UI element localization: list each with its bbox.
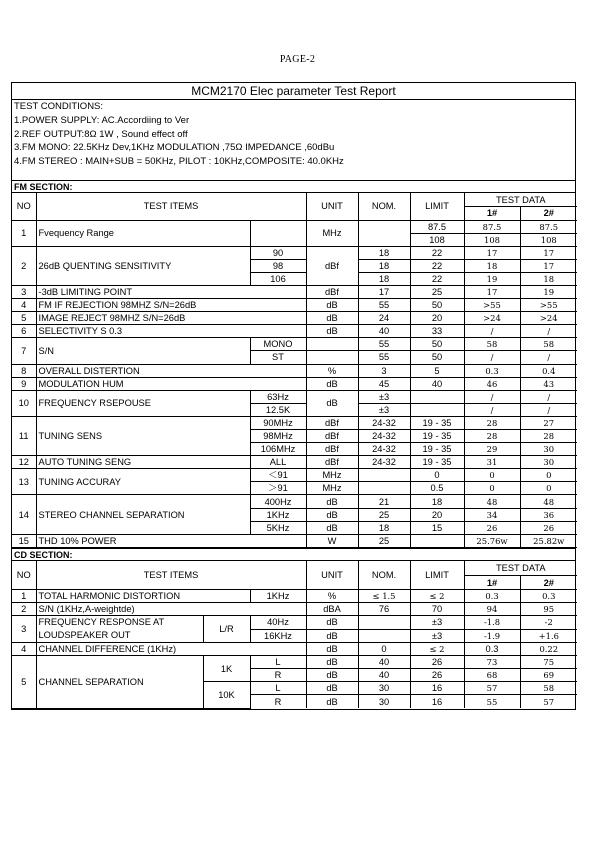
row-data-2: 36: [520, 508, 577, 521]
row-channel: L: [250, 682, 306, 695]
row-no: 13: [12, 469, 36, 495]
row-limit: 16: [410, 695, 464, 708]
row-data-1: 17: [464, 285, 520, 298]
col-data-1: 1#: [464, 207, 520, 221]
row-limit: 16: [410, 682, 464, 695]
row-item: CHANNEL DIFFERENCE (1KHz): [36, 643, 306, 656]
table-row: [12, 602, 577, 615]
row-cond: ＞91: [250, 482, 306, 495]
row-nom: [358, 616, 410, 630]
condition-line: 4.FM STEREO : MAIN+SUB = 50KHz, PILOT : 10KHz,COMPOSITE: 40.0KHz: [14, 156, 344, 168]
row-unit: %: [306, 364, 358, 377]
row-nom: 30: [358, 682, 410, 695]
table-row: [12, 643, 577, 656]
row-limit: 26: [410, 656, 464, 669]
row-limit: 108: [410, 233, 464, 246]
table-row: [12, 616, 577, 630]
row-limit: 19 - 35: [410, 430, 464, 443]
row-data-1: 31: [464, 456, 520, 469]
row-data-2: 43: [520, 377, 577, 390]
row-nom: ±3: [358, 390, 410, 403]
row-limit: 50: [410, 338, 464, 351]
row-data-2: 108: [520, 233, 577, 246]
row-nom: 21: [358, 495, 410, 508]
row-data-2: 0.22: [520, 643, 577, 656]
row-limit: [410, 390, 464, 403]
row-nom: 18: [358, 259, 410, 272]
table-row: [12, 364, 577, 377]
row-limit: ≤ 2: [410, 643, 464, 656]
row-data-1: 0.3: [464, 589, 520, 602]
row-item: AUTO TUNING SENG: [36, 456, 250, 469]
row-unit: dB: [306, 629, 358, 643]
col-no: NO: [12, 193, 36, 220]
row-cond: ALL: [250, 456, 306, 469]
row-unit: dBf: [306, 246, 358, 285]
row-nom: 24-32: [358, 416, 410, 429]
row-unit: dBf: [306, 416, 358, 429]
row-data-1: 73: [464, 656, 520, 669]
row-data-1: >55: [464, 299, 520, 312]
col-test-data: TEST DATA: [464, 193, 577, 207]
col-nom: NOM.: [358, 561, 410, 590]
row-unit: dBf: [306, 285, 358, 298]
row-no: 4: [12, 643, 36, 656]
col-test-data: TEST DATA: [464, 561, 577, 576]
row-nom: 40: [358, 656, 410, 669]
row-item: TUNING ACCURAY: [36, 469, 250, 495]
row-unit: dB: [306, 669, 358, 682]
table-row: [12, 534, 577, 547]
row-data-1: 17: [464, 246, 520, 259]
row-unit: dBA: [306, 602, 358, 615]
row-data-1: 68: [464, 669, 520, 682]
row-data-2: 58: [520, 682, 577, 695]
row-data-1: 28: [464, 430, 520, 443]
row-unit: MHz: [306, 482, 358, 495]
row-unit: dB: [306, 521, 358, 534]
row-data-2: 87.5: [520, 220, 577, 233]
row-data-1: 29: [464, 443, 520, 456]
row-limit: 70: [410, 602, 464, 615]
table-row: [12, 220, 577, 233]
row-item: MODULATION HUM: [36, 377, 306, 390]
row-group: 10K: [203, 682, 250, 708]
row-limit: 22: [410, 259, 464, 272]
row-cond: 5KHz: [250, 521, 306, 534]
table-header: [12, 561, 577, 576]
row-limit: 19 - 35: [410, 443, 464, 456]
row-data-1: 87.5: [464, 220, 520, 233]
row-no: 10: [12, 390, 36, 416]
row-nom: 55: [358, 338, 410, 351]
row-unit: W: [306, 534, 358, 547]
row-item: 26dB QUENTING SENSITIVITY: [36, 246, 250, 285]
cd-section-title: CD SECTION:: [12, 548, 575, 561]
row-data-2: 48: [520, 495, 577, 508]
row-nom: 24-32: [358, 443, 410, 456]
row-unit: MHz: [306, 469, 358, 482]
row-item: FM IF REJECTION 98MHZ S/N=26dB: [36, 299, 306, 312]
row-nom: 55: [358, 299, 410, 312]
row-data-2: 95: [520, 602, 577, 615]
row-item: S/N: [36, 338, 250, 364]
row-cond: 90MHz: [250, 416, 306, 429]
row-unit: dB: [306, 495, 358, 508]
row-data-2: 0.4: [520, 364, 577, 377]
row-limit: 50: [410, 299, 464, 312]
row-data-1: 34: [464, 508, 520, 521]
row-item: STEREO CHANNEL SEPARATION: [36, 495, 250, 534]
row-unit: dBf: [306, 456, 358, 469]
row-cond: ST: [250, 351, 306, 364]
col-data-2: 2#: [520, 207, 577, 221]
row-data-1: 18: [464, 259, 520, 272]
row-no: 3: [12, 616, 36, 643]
row-data-1: 108: [464, 233, 520, 246]
row-limit: ≤ 2: [410, 589, 464, 602]
row-data-2: 25.82w: [520, 534, 577, 547]
row-cond: 400Hz: [250, 495, 306, 508]
row-data-2: 17: [520, 259, 577, 272]
row-data-2: /: [520, 351, 577, 364]
row-cond: 12.5K: [250, 403, 306, 416]
table-row: [12, 456, 577, 469]
row-nom: 40: [358, 669, 410, 682]
row-data-2: /: [520, 403, 577, 416]
col-test-items: TEST ITEMS: [36, 561, 306, 590]
row-cond: 90: [250, 246, 306, 259]
row-data-1: 0.3: [464, 364, 520, 377]
row-data-2: 28: [520, 430, 577, 443]
row-limit: ±3: [410, 629, 464, 643]
row-nom: 25: [358, 534, 410, 547]
row-data-2: >24: [520, 312, 577, 325]
table-row: [12, 285, 577, 298]
col-nom: NOM.: [358, 193, 410, 220]
row-cond: 98MHz: [250, 430, 306, 443]
row-data-2: 0: [520, 469, 577, 482]
row-data-1: 94: [464, 602, 520, 615]
row-nom: 24: [358, 312, 410, 325]
row-no: 15: [12, 534, 36, 547]
table-row: [12, 469, 577, 482]
row-nom: [358, 469, 410, 482]
table-row: [12, 416, 577, 429]
row-data-2: 69: [520, 669, 577, 682]
row-data-1: 19: [464, 272, 520, 285]
row-nom: 40: [358, 325, 410, 338]
fm-table: [12, 193, 577, 548]
row-limit: 5: [410, 364, 464, 377]
col-unit: UNIT: [306, 561, 358, 590]
row-unit: dB: [306, 299, 358, 312]
row-nom: 55: [358, 351, 410, 364]
table-row: [12, 495, 577, 508]
row-data-1: /: [464, 403, 520, 416]
row-data-1: 58: [464, 338, 520, 351]
row-nom: 3: [358, 364, 410, 377]
table-row: [12, 589, 577, 602]
row-unit: dB: [306, 643, 358, 656]
row-cond: 106MHz: [250, 443, 306, 456]
row-no: 2: [12, 602, 36, 615]
row-no: 3: [12, 285, 36, 298]
row-no: 5: [12, 312, 36, 325]
row-data-1: 0: [464, 469, 520, 482]
row-data-2: 19: [520, 285, 577, 298]
row-limit: 19 - 35: [410, 416, 464, 429]
table-row: [12, 338, 577, 351]
condition-line: TEST CONDITIONS:: [14, 101, 104, 112]
row-unit: dB: [306, 390, 358, 416]
table-row: [12, 325, 577, 338]
row-data-2: /: [520, 325, 577, 338]
row-limit: 19 - 35: [410, 456, 464, 469]
fm-section-title: FM SECTION:: [12, 180, 575, 193]
row-data-2: 57: [520, 695, 577, 708]
row-cond: 1KHz: [250, 589, 306, 602]
table-row: [12, 390, 577, 403]
row-data-1: 0.3: [464, 643, 520, 656]
row-data-1: 28: [464, 416, 520, 429]
row-limit: 22: [410, 272, 464, 285]
row-item: THD 10% POWER: [36, 534, 306, 547]
row-data-1: /: [464, 390, 520, 403]
row-item: FREQUENCY RSEPOUSE: [36, 390, 250, 416]
row-unit: MHz: [306, 220, 358, 246]
row-data-1: /: [464, 351, 520, 364]
row-unit: dB: [306, 616, 358, 630]
row-nom: 24-32: [358, 430, 410, 443]
row-unit: dB: [306, 312, 358, 325]
row-cond: 40Hz: [250, 616, 306, 630]
row-item-line: FREQUENCY RESPONSE AT: [38, 617, 165, 628]
row-no: 6: [12, 325, 36, 338]
row-data-2: 0.3: [520, 589, 577, 602]
row-channel: R: [250, 669, 306, 682]
row-data-1: 57: [464, 682, 520, 695]
table-row: [12, 656, 577, 669]
row-group: 1K: [203, 656, 250, 682]
row-nom: 18: [358, 272, 410, 285]
row-nom: 18: [358, 246, 410, 259]
col-limit: LIMIT: [410, 193, 464, 220]
row-data-2: 0: [520, 482, 577, 495]
row-nom: ±3: [358, 403, 410, 416]
row-unit: dB: [306, 695, 358, 708]
row-unit: [306, 351, 358, 364]
condition-line: 3.FM MONO: 22.5KHz Dev,1KHz MODULATION ,75Ω IMPEDANCE ,60dBu: [14, 142, 335, 154]
row-nom: 17: [358, 285, 410, 298]
col-data-2: 2#: [520, 576, 577, 590]
row-no: 1: [12, 589, 36, 602]
row-nom: 0: [358, 643, 410, 656]
row-limit: 0: [410, 469, 464, 482]
row-limit: 25: [410, 285, 464, 298]
row-data-1: 0: [464, 482, 520, 495]
report-title: MCM2170 Elec parameter Test Report: [12, 83, 575, 100]
row-data-2: 30: [520, 456, 577, 469]
row-limit: 22: [410, 246, 464, 259]
row-limit: 20: [410, 508, 464, 521]
row-channel: L: [250, 656, 306, 669]
col-unit: UNIT: [306, 193, 358, 220]
row-limit: 33: [410, 325, 464, 338]
col-limit: LIMIT: [410, 561, 464, 590]
row-nom: [358, 629, 410, 643]
row-data-2: 26: [520, 521, 577, 534]
row-channel: R: [250, 695, 306, 708]
row-nom: 24-32: [358, 456, 410, 469]
row-item: S/N (1KHz,A-weightde): [36, 602, 306, 615]
row-item-line: LOUDSPEAKER OUT: [38, 630, 131, 641]
row-cond: ＜91: [250, 469, 306, 482]
row-no: 12: [12, 456, 36, 469]
row-no: 14: [12, 495, 36, 534]
row-data-1: -1.9: [464, 629, 520, 643]
table-row: [12, 312, 577, 325]
row-unit: [306, 338, 358, 351]
row-data-1: 25.76w: [464, 534, 520, 547]
row-unit: dB: [306, 377, 358, 390]
condition-line: 2.REF OUTPUT:8Ω 1W , Sound effect off: [14, 128, 188, 140]
row-item: SELECTIVITY S 0.3: [36, 325, 306, 338]
row-unit: dB: [306, 682, 358, 695]
row-data-1: /: [464, 325, 520, 338]
row-limit: [410, 534, 464, 547]
row-no: 9: [12, 377, 36, 390]
table-row: [12, 299, 577, 312]
table-row: [12, 377, 577, 390]
col-no: NO: [12, 561, 36, 590]
row-unit: dBf: [306, 430, 358, 443]
cd-table: [12, 561, 577, 709]
row-item: OVERALL DISTERTION: [36, 364, 306, 377]
row-unit: %: [306, 589, 358, 602]
row-cond: 1KHz: [250, 508, 306, 521]
page-label: PAGE-2: [279, 54, 316, 65]
row-limit: 40: [410, 377, 464, 390]
row-unit: dB: [306, 508, 358, 521]
row-cond: 106: [250, 272, 306, 285]
row-data-2: 27: [520, 416, 577, 429]
row-nom: 45: [358, 377, 410, 390]
row-unit: dB: [306, 325, 358, 338]
row-item: TUNING SENS: [36, 416, 250, 455]
row-data-2: 17: [520, 246, 577, 259]
row-cond: 16KHz: [250, 629, 306, 643]
col-test-items: TEST ITEMS: [36, 193, 306, 220]
row-data-2: 18: [520, 272, 577, 285]
table-row: [12, 246, 577, 259]
row-item: TOTAL HARMONIC DISTORTION: [36, 589, 250, 602]
row-unit: dBf: [306, 443, 358, 456]
row-limit: 18: [410, 495, 464, 508]
row-data-2: /: [520, 390, 577, 403]
row-limit: 26: [410, 669, 464, 682]
row-nom: [358, 220, 410, 246]
row-no: 7: [12, 338, 36, 364]
row-data-2: 30: [520, 443, 577, 456]
row-limit: [410, 403, 464, 416]
row-limit: 15: [410, 521, 464, 534]
row-item: -3dB LIMITING POINT: [36, 285, 306, 298]
table-header: [12, 193, 577, 207]
row-limit: 87.5: [410, 220, 464, 233]
test-conditions: [12, 100, 575, 180]
row-limit: 0.5: [410, 482, 464, 495]
row-data-2: >55: [520, 299, 577, 312]
row-cond: 63Hz: [250, 390, 306, 403]
row-nom: 18: [358, 521, 410, 534]
row-unit: dB: [306, 656, 358, 669]
row-data-1: 46: [464, 377, 520, 390]
row-nom: ≤ 1.5: [358, 589, 410, 602]
row-nom: 76: [358, 602, 410, 615]
row-nom: 30: [358, 695, 410, 708]
row-cond: 98: [250, 259, 306, 272]
test-report: [11, 82, 576, 710]
row-limit: ±3: [410, 616, 464, 630]
row-data-2: +1.6: [520, 629, 577, 643]
row-no: 8: [12, 364, 36, 377]
row-data-2: -2: [520, 616, 577, 630]
row-data-1: 48: [464, 495, 520, 508]
row-item: IMAGE REJECT 98MHZ S/N=26dB: [36, 312, 306, 325]
row-item: CHANNEL SEPARATION: [36, 656, 203, 708]
row-data-2: 58: [520, 338, 577, 351]
row-data-1: 26: [464, 521, 520, 534]
row-data-1: 55: [464, 695, 520, 708]
col-data-1: 1#: [464, 576, 520, 590]
row-no: 4: [12, 299, 36, 312]
row-data-1: >24: [464, 312, 520, 325]
row-limit: 20: [410, 312, 464, 325]
condition-line: 1.POWER SUPPLY: AC.Accordiing to Ver: [14, 114, 190, 126]
row-cond: MONO: [250, 338, 306, 351]
row-cond: [250, 220, 306, 246]
row-sub: L/R: [203, 616, 250, 643]
row-limit: 50: [410, 351, 464, 364]
row-no: 1: [12, 220, 36, 246]
row-no: 11: [12, 416, 36, 455]
row-item: Fvequency Range: [36, 220, 250, 246]
row-nom: [358, 482, 410, 495]
row-data-1: -1.8: [464, 616, 520, 630]
row-data-2: 75: [520, 656, 577, 669]
row-no: 5: [12, 656, 36, 708]
row-no: 2: [12, 246, 36, 285]
row-item: [36, 616, 203, 643]
row-nom: 25: [358, 508, 410, 521]
